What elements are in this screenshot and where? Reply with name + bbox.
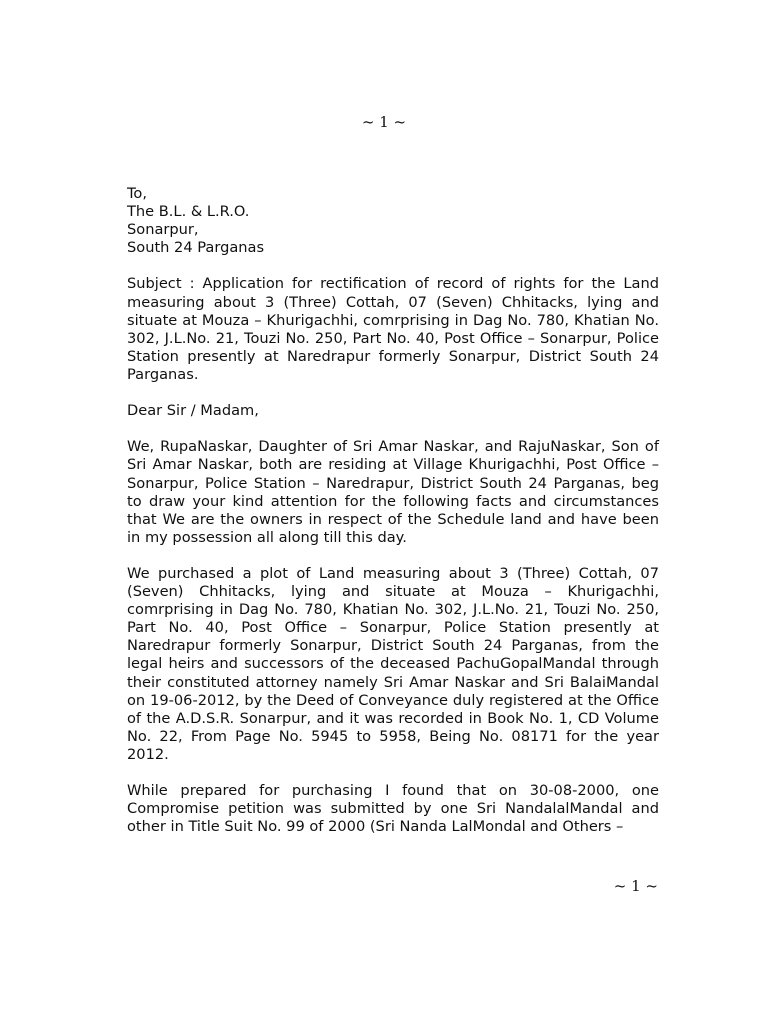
body-paragraph: We purchased a plot of Land measuring about 3 (Three) Cottah, 07 (Seven) Chhitacks, lying and situate at Mouza – Khurigachhi, comrprising in Dag No. 780, Khatian No. 302, J.L.No. 21, Touzi No. 250, Part No. 40, Post Office – Sonarpur, Police Station presently at Naredrapur formerly Sonarpur, District South 24 Parganas, from the legal heirs and successors of the deceased PachuGopalMandal through their constituted attorney namely Sri Amar Naskar and Sri BalaiMandal on 19-06-2012, by the Deed of Conveyance duly registered at the Office of the A.D.S.R. Sonarpur, and it was recorded in Book No. 1, CD Volume No. 22, From Page No. 5945 to 5958, Being No. 08171 for the year 2012. [127, 564, 659, 763]
address-line: Sonarpur, [127, 221, 199, 239]
body-paragraph: We, RupaNaskar, Daughter of Sri Amar Naskar, and RajuNaskar, Son of Sri Amar Naskar, both are residing at Village Khurigachhi, Post Office – Sonarpur, Police Station – Naredrapur, District South 24 Parganas, beg to draw your kind attention for the following facts and circumstances that We are the owners in respect of the Schedule land and have been in my possession all along till this day. [127, 438, 659, 546]
page-number-footer: ~ 1 ~ [613, 877, 658, 895]
address-line: South 24 Parganas [127, 239, 265, 257]
subject-line: Subject : Application for rectification of record of rights for the Land measuring about 3 (Three) Cottah, 07 (Seven) Chhitacks, lying and situate at Mouza – Khurigachhi, comrprising in Dag No. 780, Khatian No. 302, J.L.No. 21, Touzi No. 250, Part No. 40, Post Office – Sonarpur, Police Station presently at Naredrapur formerly Sonarpur, District South 24 Parganas. [127, 275, 659, 383]
recipient-address [127, 185, 659, 257]
page-number-header: ~ 1 ~ [361, 113, 407, 131]
salutation: Dear Sir / Madam, [127, 402, 259, 420]
letter-body [127, 185, 659, 836]
address-line: To, [127, 185, 148, 202]
address-line: The B.L. & L.R.O. [127, 203, 250, 221]
body-paragraph: While prepared for purchasing I found that on 30-08-2000, one Compromise petition was submitted by one Sri NandalalMandal and other in Title Suit No. 99 of 2000 (Sri Nanda LalMondal and Others – [127, 782, 659, 836]
